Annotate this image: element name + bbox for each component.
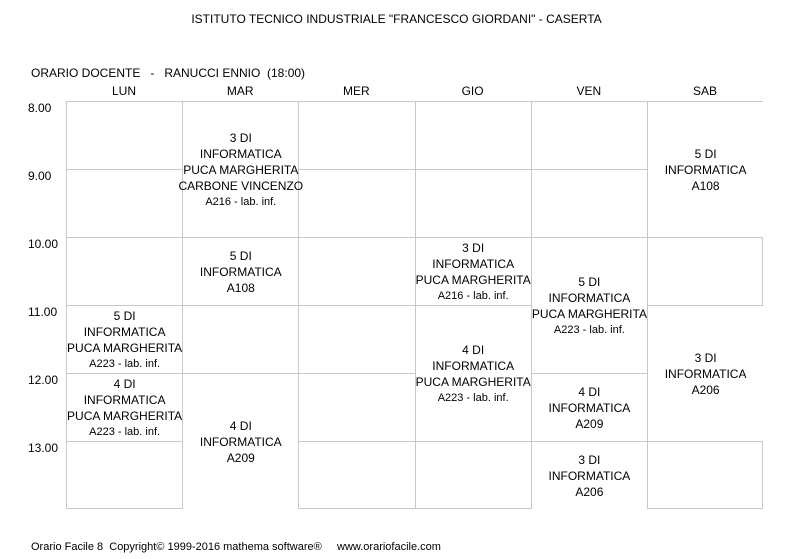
lesson-line: 5 DI bbox=[694, 146, 717, 161]
lesson-line: 5 DI bbox=[578, 274, 601, 289]
lesson-text bbox=[665, 350, 747, 398]
lesson-line: A223 - lab. inf. bbox=[553, 323, 625, 336]
lesson-block bbox=[183, 238, 298, 305]
lesson-block bbox=[532, 374, 647, 441]
lesson-text bbox=[549, 384, 631, 432]
lesson-line: A209 bbox=[575, 416, 604, 431]
lesson-block bbox=[67, 306, 182, 373]
lesson-line: INFORMATICA bbox=[664, 366, 747, 381]
grid-row-line bbox=[66, 441, 763, 442]
time-label: 12.00 bbox=[28, 373, 59, 387]
lesson-line: INFORMATICA bbox=[548, 468, 631, 483]
lesson-block bbox=[67, 374, 182, 441]
lesson-line: 4 DI bbox=[229, 418, 252, 433]
time-label: 10.00 bbox=[28, 237, 59, 251]
lesson-line: PUCA MARGHERITA bbox=[67, 408, 183, 423]
lesson-text bbox=[549, 452, 631, 500]
lesson-block bbox=[183, 374, 298, 509]
lesson-line: INFORMATICA bbox=[199, 434, 282, 449]
day-header-sab: SAB bbox=[692, 84, 717, 98]
time-label: 13.00 bbox=[28, 441, 59, 455]
time-label: 11.00 bbox=[28, 305, 58, 319]
day-header-lun: LUN bbox=[111, 84, 136, 98]
lesson-line: INFORMATICA bbox=[199, 146, 282, 161]
lesson-line: 4 DI bbox=[113, 376, 136, 391]
footer-copyright: Orario Facile 8 Copyright© 1999-2016 mathema software® www.orariofacile.com bbox=[31, 541, 441, 553]
lesson-block bbox=[648, 306, 763, 441]
lesson-text bbox=[416, 240, 531, 304]
time-label: 9.00 bbox=[28, 169, 52, 183]
lesson-block bbox=[416, 306, 531, 441]
lesson-line: INFORMATICA bbox=[199, 264, 282, 279]
lesson-line: 3 DI bbox=[578, 452, 601, 467]
lesson-line: A216 - lab. inf. bbox=[205, 195, 277, 208]
lesson-line: INFORMATICA bbox=[432, 358, 515, 373]
lesson-text bbox=[67, 308, 182, 372]
lesson-line: A108 bbox=[691, 178, 720, 193]
lesson-line: 5 DI bbox=[229, 248, 252, 263]
lesson-text bbox=[532, 274, 647, 338]
lesson-line: A108 bbox=[226, 280, 255, 295]
lesson-block bbox=[648, 102, 763, 237]
lesson-line: A216 - lab. inf. bbox=[437, 289, 509, 302]
lesson-line: INFORMATICA bbox=[548, 400, 631, 415]
grid-row-line bbox=[66, 237, 763, 238]
lesson-line: A223 - lab. inf. bbox=[89, 425, 161, 438]
lesson-line: 3 DI bbox=[462, 240, 485, 255]
time-label: 8.00 bbox=[28, 101, 52, 115]
day-header-mar: MAR bbox=[226, 84, 254, 98]
lesson-line: INFORMATICA bbox=[83, 324, 166, 339]
lesson-line: A209 bbox=[226, 450, 255, 465]
lesson-text bbox=[665, 146, 747, 194]
lesson-text bbox=[200, 248, 282, 296]
lesson-line: PUCA MARGHERITA bbox=[415, 374, 531, 389]
lesson-line: 5 DI bbox=[113, 308, 136, 323]
school-title: ISTITUTO TECNICO INDUSTRIALE "FRANCESCO GIORDANI" - CASERTA bbox=[191, 12, 602, 26]
day-header-mer: MER bbox=[343, 84, 370, 98]
day-header-gio: GIO bbox=[461, 84, 484, 98]
lesson-line: PUCA MARGHERITA bbox=[531, 306, 647, 321]
lesson-line: 3 DI bbox=[694, 350, 717, 365]
lesson-block bbox=[532, 238, 647, 373]
lesson-line: A206 bbox=[691, 382, 720, 397]
grid-row-line bbox=[66, 508, 763, 509]
lesson-text bbox=[416, 342, 531, 406]
lesson-line: INFORMATICA bbox=[83, 392, 166, 407]
lesson-line: 3 DI bbox=[229, 130, 252, 145]
timetable-grid bbox=[66, 101, 763, 509]
lesson-line: CARBONE VINCENZO bbox=[178, 178, 304, 193]
lesson-line: INFORMATICA bbox=[432, 256, 515, 271]
lesson-line: A223 - lab. inf. bbox=[437, 391, 509, 404]
lesson-line: PUCA MARGHERITA bbox=[67, 340, 183, 355]
lesson-line: INFORMATICA bbox=[548, 290, 631, 305]
lesson-block bbox=[532, 442, 647, 509]
lesson-text bbox=[200, 418, 282, 466]
lesson-line: PUCA MARGHERITA bbox=[415, 272, 531, 287]
lesson-line: PUCA MARGHERITA bbox=[183, 162, 299, 177]
lesson-line: 4 DI bbox=[462, 342, 485, 357]
lesson-line: A206 bbox=[575, 484, 604, 499]
lesson-line: INFORMATICA bbox=[664, 162, 747, 177]
lesson-text bbox=[67, 376, 182, 440]
lesson-line: 4 DI bbox=[578, 384, 601, 399]
lesson-block bbox=[178, 102, 304, 237]
lesson-line: A223 - lab. inf. bbox=[89, 357, 161, 370]
lesson-text bbox=[178, 130, 303, 210]
lesson-block bbox=[416, 238, 531, 305]
day-header-ven: VEN bbox=[576, 84, 602, 98]
teacher-timetable-title: ORARIO DOCENTE - RANUCCI ENNIO (18:00) bbox=[31, 66, 306, 80]
